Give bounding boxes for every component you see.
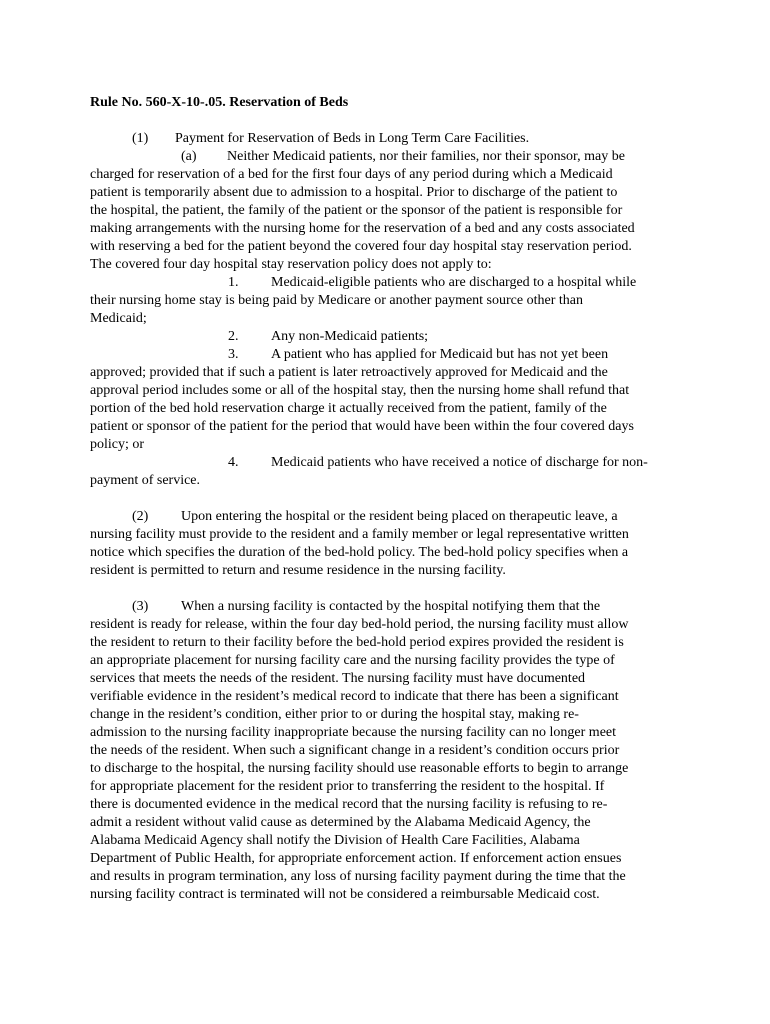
section-1a-line-5: with reserving a bed for the patient beyond the covered four day hospital stay reservation period. — [90, 239, 632, 254]
section-1a-line-1: charged for reservation of a bed for the first four days of any period during which a Medicaid — [90, 167, 613, 182]
item-3-first-line — [228, 346, 770, 364]
section-2-number: (2) — [132, 509, 149, 524]
item-3-text: A patient who has applied for Medicaid but has not yet been — [271, 347, 609, 362]
section-3-line-12: admit a resident without valid cause as determined by the Alabama Medicaid Agency, the — [90, 815, 591, 830]
section-3-line-10: for appropriate placement for the resident prior to transferring the resident to the hospital. If — [90, 779, 605, 794]
section-1a-line-3: the hospital, the patient, the family of the patient or the sponsor of the patient is responsible for — [90, 203, 623, 218]
item-3-line-4: patient or sponsor of the patient for the period that would have been within the four covered days — [90, 419, 634, 434]
item-4-number: 4. — [228, 455, 239, 470]
section-3-text: When a nursing facility is contacted by the hospital notifying them that the — [181, 599, 601, 614]
section-1-heading-line — [132, 130, 722, 148]
section-1-heading: Payment for Reservation of Beds in Long Term Care Facilities. — [175, 131, 530, 146]
section-3-line-9: to discharge to the hospital, the nursing facility should use reasonable efforts to begin to arrange — [90, 761, 629, 776]
section-1a-line-4: making arrangements with the nursing home for the reservation of a bed and any costs associated — [90, 221, 635, 236]
item-4-line-1: payment of service. — [90, 473, 201, 488]
item-2-text: Any non-Medicaid patients; — [271, 329, 429, 344]
section-3-line-5: verifiable evidence in the resident’s medical record to indicate that there has been a significant — [90, 689, 619, 704]
section-3-line-15: and results in program termination, any loss of nursing facility payment during the time that the — [90, 869, 626, 884]
section-3-line-14: Department of Public Health, for appropriate enforcement action. If enforcement action ensues — [90, 851, 622, 866]
section-2-line-1: nursing facility must provide to the resident and a family member or legal representative written — [90, 527, 629, 542]
section-1a-label: (a) — [181, 149, 197, 164]
section-1a-line-0: Neither Medicaid patients, nor their families, nor their sponsor, may be — [227, 149, 625, 164]
section-3-line-4: services that meets the needs of the resident. The nursing facility must have documented — [90, 671, 586, 686]
section-2-text: Upon entering the hospital or the resident being placed on therapeutic leave, a — [181, 509, 618, 524]
item-4-text: Medicaid patients who have received a notice of discharge for non- — [271, 455, 648, 470]
item-4-first-line — [228, 454, 770, 472]
item-3-line-5: policy; or — [90, 437, 145, 452]
item-1-text: Medicaid-eligible patients who are discharged to a hospital while — [271, 275, 637, 290]
section-3-line-13: Alabama Medicaid Agency shall notify the Division of Health Care Facilities, Alabama — [90, 833, 580, 848]
item-3-line-1: approved; provided that if such a patient is later retroactively approved for Medicaid and the — [90, 365, 608, 380]
section-3-number: (3) — [132, 599, 149, 614]
section-3-line-7: admission to the nursing facility inappropriate because the nursing facility can no longer meet — [90, 725, 617, 740]
item-3-line-3: portion of the bed hold reservation charge it actually received from the patient, family of the — [90, 401, 607, 416]
section-3-line-3: an appropriate placement for nursing facility care and the nursing facility provides the type of — [90, 653, 615, 668]
section-3-line-11: there is documented evidence in the medical record that the nursing facility is refusing to re- — [90, 797, 608, 812]
section-2-line-3: resident is permitted to return and resume residence in the nursing facility. — [90, 563, 506, 578]
item-3-number: 3. — [228, 347, 239, 362]
item-1-number: 1. — [228, 275, 239, 290]
section-3-line-16: nursing facility contract is terminated will not be considered a reimbursable Medicaid cost. — [90, 887, 600, 902]
item-3-line-2: approval period includes some or all of the hospital stay, then the nursing home shall refund that — [90, 383, 630, 398]
item-1-line-1: their nursing home stay is being paid by Medicare or another payment source other than — [90, 293, 583, 308]
section-1a-line-6: The covered four day hospital stay reservation policy does not apply to: — [90, 257, 492, 272]
section-2-line-2: notice which specifies the duration of the bed-hold policy. The bed-hold policy specifies when a — [90, 545, 629, 560]
rule-title: Rule No. 560-X-10-.05. Reservation of Beds — [90, 95, 349, 110]
section-3-line-2: the resident to return to their facility before the bed-hold period expires provided the resident is — [90, 635, 624, 650]
section-3-first-line — [132, 598, 722, 616]
item-2-first-line — [228, 328, 770, 346]
section-1-number: (1) — [132, 131, 149, 146]
section-3-line-8: the needs of the resident. When such a significant change in a resident’s condition occurs prior — [90, 743, 620, 758]
item-1-line-2: Medicaid; — [90, 311, 147, 326]
item-2-number: 2. — [228, 329, 239, 344]
section-3-line-1: resident is ready for release, within the four day bed-hold period, the nursing facility must allow — [90, 617, 629, 632]
section-1a-first-line — [181, 148, 770, 166]
section-2-first-line — [132, 508, 722, 526]
item-1-first-line — [228, 274, 770, 292]
section-3-line-6: change in the resident’s condition, either prior to or during the hospital stay, making re- — [90, 707, 579, 722]
section-1a-line-2: patient is temporarily absent due to admission to a hospital. Prior to discharge of the patient to — [90, 185, 618, 200]
